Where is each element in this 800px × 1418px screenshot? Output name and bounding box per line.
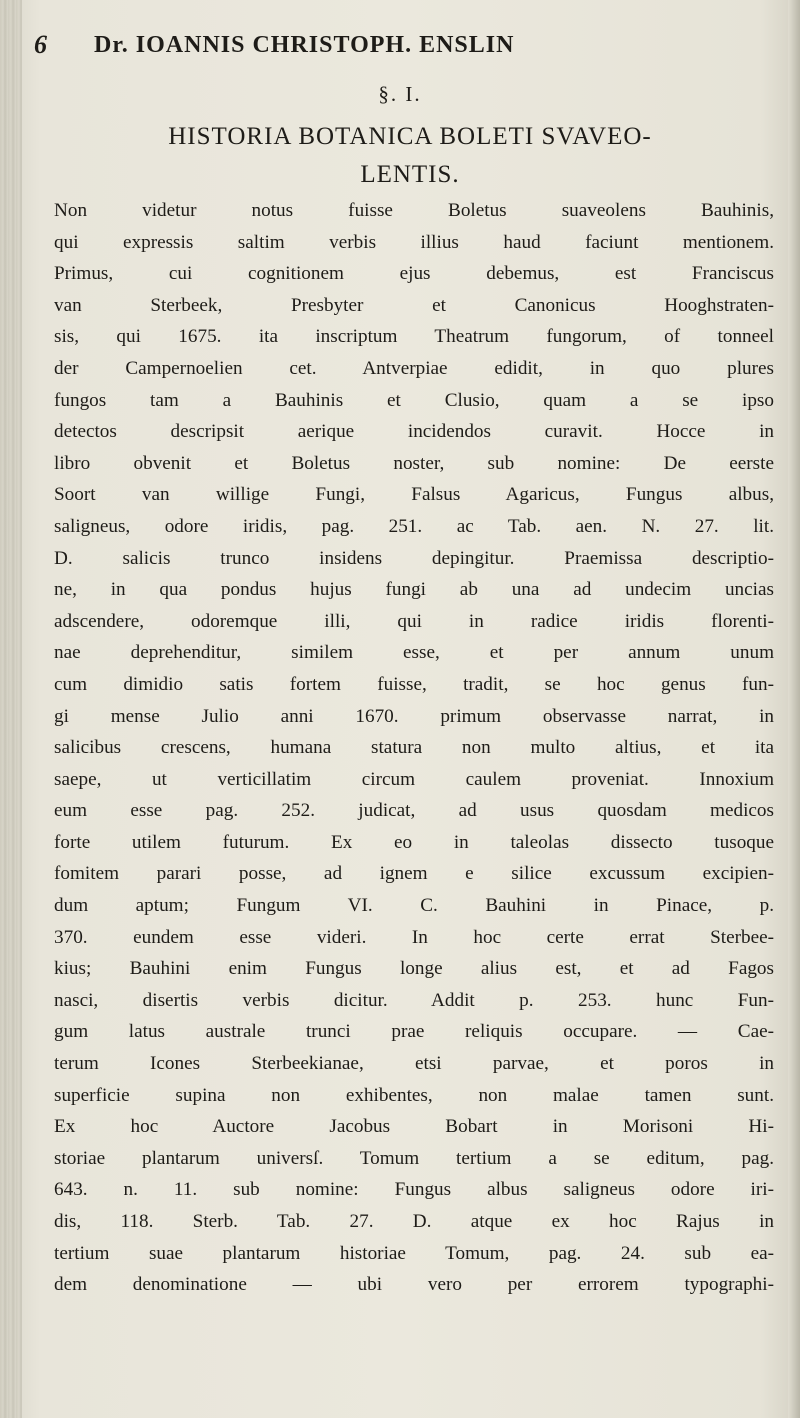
text-line: der Campernoelien cet. Antverpiae edidit, in quo plures [54, 357, 774, 379]
running-head [34, 30, 774, 70]
text-line: saepe, ut verticillatim circum caulem proveniat. Innoxium [54, 768, 774, 790]
body-text [54, 195, 774, 1301]
text-line: forte utilem futurum. Ex eo in taleolas dissecto tusoque [54, 831, 774, 853]
text-line: nae deprehenditur, similem esse, et per annum unum [54, 642, 774, 664]
chapter-title [40, 118, 780, 194]
text-line: dum aptum; Fungum VI. C. Bauhini in Pinace, p. [54, 895, 774, 917]
page-number: 6 [34, 30, 47, 59]
text-line: gi mense Julio anni 1670. primum observasse narrat, in [54, 705, 774, 727]
chapter-title-line-1: HISTORIA BOTANICA BOLETI SVAVEO- [168, 123, 652, 150]
text-line: nasci, disertis verbis dicitur. Addit p. 253. hunc Fun- [54, 989, 774, 1011]
text-line: kius; Bauhini enim Fungus longe alius est, et ad Fagos [54, 958, 774, 980]
text-line: cum dimidio satis fortem fuisse, tradit, se hoc genus fun- [54, 673, 774, 695]
text-line: Soort van willige Fungi, Falsus Agaricus, Fungus albus, [54, 484, 774, 506]
text-line: fomitem parari posse, ad ignem e silice excussum excipien- [54, 863, 774, 885]
text-line: 643. n. 11. sub nomine: Fungus albus saligneus odore iri- [54, 1179, 774, 1201]
text-line: salicibus crescens, humana statura non multo altius, et ita [54, 737, 774, 759]
text-line: dem denominatione — ubi vero per errorem typographi- [54, 1274, 774, 1296]
text-line: qui expressis saltim verbis illius haud faciunt mentionem. [54, 231, 774, 253]
text-line: fungos tam a Bauhinis et Clusio, quam a se ipso [54, 389, 774, 411]
text-line: gum latus australe trunci prae reliquis occupare. — Cae- [54, 1021, 774, 1043]
text-line: Primus, cui cognitionem ejus debemus, est Franciscus [54, 263, 774, 285]
text-line: ne, in qua pondus hujus fungi ab una ad undecim uncias [54, 579, 774, 601]
text-line: storiae plantarum universſ. Tomum tertium a se editum, pag. [54, 1147, 774, 1169]
text-line: terum Icones Sterbeekianae, etsi parvae, et poros in [54, 1053, 774, 1075]
text-line: tertium suae plantarum historiae Tomum, pag. 24. sub ea- [54, 1242, 774, 1264]
text-line: D. salicis trunco insidens depingitur. Praemissa descriptio- [54, 547, 774, 569]
text-line: libro obvenit et Boletus noster, sub nomine: De eerste [54, 452, 774, 474]
chapter-title-line-2: LENTIS. [360, 161, 460, 188]
section-number: §. I. [378, 82, 422, 106]
text-line: adscendere, odoremque illi, qui in radice iridis florenti- [54, 610, 774, 632]
text-line: van Sterbeek, Presbyter et Canonicus Hooghstraten- [54, 294, 774, 316]
text-line: saligneus, odore iridis, pag. 251. ac Tab. aen. N. 27. lit. [54, 515, 774, 537]
text-line: dis, 118. Sterb. Tab. 27. D. atque ex hoc Rajus in [54, 1211, 774, 1232]
text-line: sis, qui 1675. ita inscriptum Theatrum fungorum, of tonneel [54, 326, 774, 348]
page-left-gutter [0, 0, 22, 1418]
text-line: Non videtur notus fuisse Boletus suaveolens Bauhinis, [54, 200, 774, 221]
text-line: eum esse pag. 252. judicat, ad usus quosdam medicos [54, 800, 774, 822]
page-right-edge [788, 0, 800, 1418]
running-head-title: Dr. IOANNIS CHRISTOPH. ENSLIN [94, 32, 515, 58]
text-line: Ex hoc Auctore Jacobus Bobart in Morisoni Hi- [54, 1116, 774, 1138]
text-line: superficie supina non exhibentes, non malae tamen sunt. [54, 1084, 774, 1106]
text-line: detectos descripsit aerique incidendos curavit. Hocce in [54, 421, 774, 443]
text-line: 370. eundem esse videri. In hoc certe errat Sterbee- [54, 926, 774, 948]
